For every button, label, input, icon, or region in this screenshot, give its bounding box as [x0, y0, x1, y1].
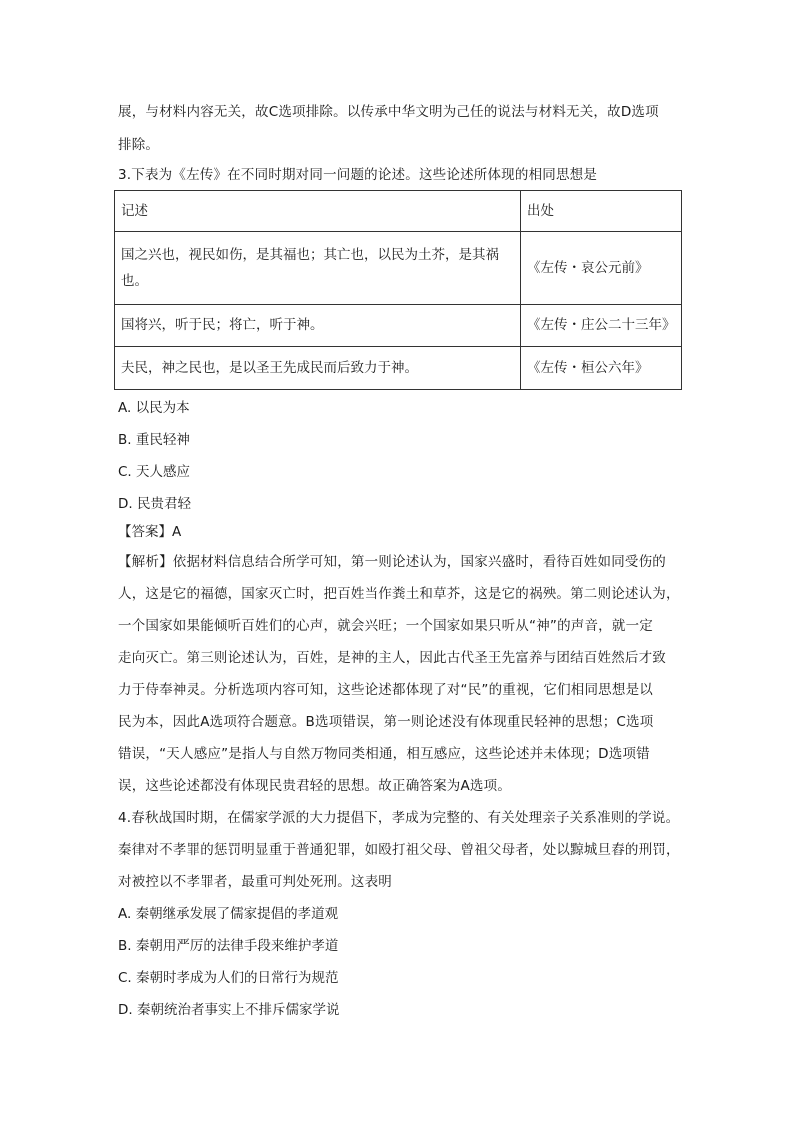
table-row: [115, 232, 682, 304]
q3-analysis-line: 误，这些论述都没有体现民贵君轻的思想。故正确答案为A选项。: [118, 778, 512, 794]
q4-option-b: B. 秦朝用严厉的法律手段来维护孝道: [118, 938, 339, 954]
q3-analysis-line: 人，这是它的福德，国家灭亡时，把百姓当作粪土和草芥，这是它的祸殃。第二则论述认为，: [118, 586, 680, 602]
question-3-stem: 3.下表为《左传》在不同时期对同一问题的论述。这些论述所体现的相同思想是: [118, 167, 598, 183]
q3-option-b: B. 重民轻神: [118, 432, 190, 448]
q3-answer: 【答案】A: [118, 524, 182, 540]
q3-analysis-line: 【解析】依据材料信息结合所学可知，第一则论述认为，国家兴盛时，看待百姓如同受伤的: [118, 554, 666, 570]
table-cell-source: 《左传・桓公六年》: [521, 346, 682, 389]
q4-option-d: D. 秦朝统治者事实上不排斥儒家学说: [118, 1002, 340, 1018]
table-header-cell: 出处: [521, 191, 682, 232]
q3-analysis-line: 力于侍奉神灵。分析选项内容可知，这些论述都体现了对“民”的重视，它们相同思想是以: [118, 682, 653, 698]
table-cell-text: 夫民，神之民也，是以圣王先成民而后致力于神。: [115, 346, 521, 389]
source-table: [114, 190, 682, 390]
q3-analysis-line: 一个国家如果能倾听百姓们的心声，就会兴旺；一个国家如果只听从“神”的声音，就一定: [118, 618, 653, 634]
table-header-row: [115, 191, 682, 232]
question-4-stem-line: 秦律对不孝罪的惩罚明显重于普通犯罪，如殴打祖父母、曾祖父母者，处以黥城旦舂的刑罚，: [118, 842, 680, 858]
intro-line-2: 排除。: [118, 137, 160, 153]
intro-line-1: 展，与材料内容无关，故C选项排除。以传承中华文明为己任的说法与材料无关，故D选项: [118, 104, 659, 120]
q3-analysis-line: 错误，“天人感应”是指人与自然万物同类相通，相互感应，这些论述并未体现；D选项错: [118, 746, 650, 762]
q4-option-c: C. 秦朝时孝成为人们的日常行为规范: [118, 970, 339, 986]
q3-analysis-line: 民为本，因此A选项符合题意。B选项错误，第一则论述没有体现重民轻神的思想；C选项: [118, 714, 654, 730]
q3-option-d: D. 民贵君轻: [118, 496, 191, 512]
q3-option-c: C. 天人感应: [118, 464, 191, 480]
table-row: [115, 304, 682, 346]
question-4-stem-line: 对被控以不孝罪者，最重可判处死刑。这表明: [118, 874, 392, 890]
table-cell-text: 国将兴，听于民；将亡，听于神。: [115, 304, 521, 346]
question-4-stem-line: 4.春秋战国时期，在儒家学派的大力提倡下，孝成为完整的、有关处理亲子关系准则的学说。: [118, 810, 680, 826]
table-row: [115, 346, 682, 389]
table-cell-source: 《左传・庄公二十三年》: [521, 304, 682, 346]
q3-option-a: A. 以民为本: [118, 400, 190, 416]
table-cell-text: 国之兴也，视民如伤，是其福也；其亡也，以民为土芥，是其祸也。: [115, 232, 521, 304]
q3-analysis-line: 走向灭亡。第三则论述认为，百姓，是神的主人，因此古代圣王先富养与团结百姓然后才致: [118, 650, 666, 666]
table-cell-source: 《左传・哀公元前》: [521, 232, 682, 304]
table-header-cell: 记述: [115, 191, 521, 232]
q4-option-a: A. 秦朝继承发展了儒家提倡的孝道观: [118, 906, 339, 922]
